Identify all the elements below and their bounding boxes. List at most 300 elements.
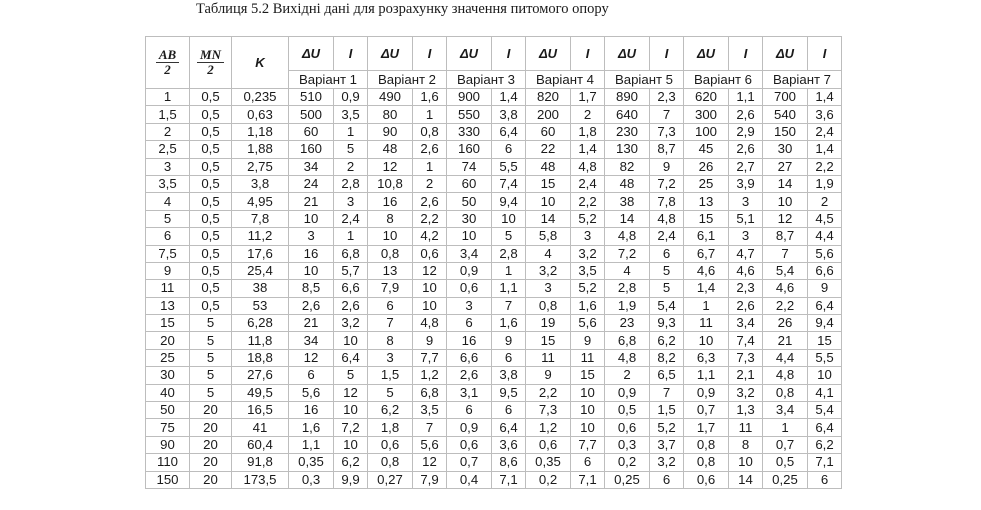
table-cell: 490 (368, 89, 413, 106)
table-cell: 48 (605, 175, 650, 192)
table-cell: 48 (368, 141, 413, 158)
table-row (146, 349, 842, 366)
table-cell: 1,7 (684, 419, 729, 436)
table-cell: 2,3 (650, 89, 684, 106)
table-cell: 49,5 (232, 384, 289, 401)
header-delta-u-variant-4: ΔU (526, 37, 571, 71)
table-cell: 0,5 (190, 280, 232, 297)
table-cell: 9,3 (650, 315, 684, 332)
table-cell: 0,7 (763, 436, 808, 453)
table-cell: 40 (146, 384, 190, 401)
table-cell: 6 (289, 367, 334, 384)
table-cell: 1,4 (684, 280, 729, 297)
table-cell: 0,6 (605, 419, 650, 436)
table-cell: 6,6 (808, 262, 842, 279)
table-cell: 9 (146, 262, 190, 279)
table-cell: 2,6 (413, 193, 447, 210)
table-cell: 7,2 (650, 175, 684, 192)
table-cell: 41 (232, 419, 289, 436)
data-table (145, 36, 842, 489)
table-cell: 1,18 (232, 123, 289, 140)
table-cell: 1,4 (808, 141, 842, 158)
table-row (146, 367, 842, 384)
table-cell: 15 (526, 332, 571, 349)
table-cell: 1,2 (526, 419, 571, 436)
table-cell: 2,8 (492, 245, 526, 262)
table-cell: 7,3 (526, 402, 571, 419)
table-cell: 6,6 (447, 349, 492, 366)
table-cell: 7 (650, 384, 684, 401)
table-cell: 6,3 (684, 349, 729, 366)
table-cell: 2,4 (808, 123, 842, 140)
table-cell: 0,25 (763, 471, 808, 488)
header-delta-u-variant-6: ΔU (684, 37, 729, 71)
header-current-variant-1: I (334, 37, 368, 71)
table-cell: 0,235 (232, 89, 289, 106)
table-cell: 2,5 (146, 141, 190, 158)
table-cell: 3,7 (650, 436, 684, 453)
table-cell: 1 (334, 228, 368, 245)
table-cell: 4,95 (232, 193, 289, 210)
table-cell: 1,8 (571, 123, 605, 140)
table-row (146, 106, 842, 123)
table-row (146, 384, 842, 401)
header-current-variant-2: I (413, 37, 447, 71)
table-cell: 0,9 (447, 262, 492, 279)
table-cell: 1,1 (729, 89, 763, 106)
table-cell: 5,5 (808, 349, 842, 366)
table-cell: 100 (684, 123, 729, 140)
table-row (146, 454, 842, 471)
table-cell: 5,6 (413, 436, 447, 453)
table-cell: 15 (808, 332, 842, 349)
table-cell: 7,8 (232, 210, 289, 227)
table-cell: 7,1 (808, 454, 842, 471)
table-cell: 3,5 (146, 175, 190, 192)
table-cell: 2,6 (447, 367, 492, 384)
table-cell: 5 (650, 280, 684, 297)
table-cell: 20 (190, 402, 232, 419)
table-cell: 3,9 (729, 175, 763, 192)
table-cell: 6,4 (334, 349, 368, 366)
table-row (146, 210, 842, 227)
table-row (146, 245, 842, 262)
header-delta-u-variant-7: ΔU (763, 37, 808, 71)
table-cell: 4,6 (729, 262, 763, 279)
table-cell: 26 (684, 158, 729, 175)
table-cell: 10,8 (368, 175, 413, 192)
table-cell: 150 (763, 123, 808, 140)
table-cell: 3 (447, 297, 492, 314)
table-cell: 9 (492, 332, 526, 349)
table-cell: 7,7 (571, 436, 605, 453)
table-cell: 3,8 (232, 175, 289, 192)
table-cell: 4,5 (808, 210, 842, 227)
table-cell: 7,8 (650, 193, 684, 210)
table-cell: 10 (368, 228, 413, 245)
table-cell: 15 (526, 175, 571, 192)
table-cell: 16 (289, 245, 334, 262)
table-cell: 25,4 (232, 262, 289, 279)
table-cell: 3,1 (447, 384, 492, 401)
table-cell: 60 (526, 123, 571, 140)
table-cell: 3,4 (447, 245, 492, 262)
table-cell: 160 (289, 141, 334, 158)
table-body (146, 89, 842, 489)
table-cell: 6,4 (492, 419, 526, 436)
table-cell: 4,8 (605, 349, 650, 366)
table-cell: 20 (190, 419, 232, 436)
table-cell: 0,3 (605, 436, 650, 453)
table-cell: 150 (146, 471, 190, 488)
table-cell: 5,6 (289, 384, 334, 401)
table-cell: 4,4 (763, 349, 808, 366)
table-cell: 10 (492, 210, 526, 227)
table-cell: 14 (729, 471, 763, 488)
table-row (146, 280, 842, 297)
table-cell: 6,1 (684, 228, 729, 245)
table-cell: 4 (605, 262, 650, 279)
table-cell: 0,5 (190, 228, 232, 245)
table-row (146, 175, 842, 192)
table-cell: 10 (808, 367, 842, 384)
table-cell: 0,63 (232, 106, 289, 123)
table-cell: 6,2 (334, 454, 368, 471)
table-cell: 5 (334, 141, 368, 158)
table-cell: 8,5 (289, 280, 334, 297)
table-cell: 1,3 (729, 402, 763, 419)
table-cell: 1,1 (289, 436, 334, 453)
table-cell: 300 (684, 106, 729, 123)
table-cell: 4,8 (650, 210, 684, 227)
table-row (146, 262, 842, 279)
table-cell: 5,6 (571, 315, 605, 332)
table-cell: 6,7 (684, 245, 729, 262)
table-cell: 6,4 (808, 297, 842, 314)
table-cell: 0,5 (190, 297, 232, 314)
table-cell: 16,5 (232, 402, 289, 419)
table-cell: 9 (650, 158, 684, 175)
header-ab-denominator: 2 (164, 62, 171, 77)
table-cell: 53 (232, 297, 289, 314)
table-cell: 640 (605, 106, 650, 123)
table-cell: 27,6 (232, 367, 289, 384)
table-cell: 0,2 (526, 471, 571, 488)
table-cell: 5 (368, 384, 413, 401)
table-cell: 7,3 (650, 123, 684, 140)
table-cell: 11,8 (232, 332, 289, 349)
table-cell: 0,5 (190, 245, 232, 262)
table-cell: 0,8 (763, 384, 808, 401)
table-cell: 5,2 (650, 419, 684, 436)
table-cell: 2 (146, 123, 190, 140)
header-variant-5: Варіант 5 (605, 71, 684, 89)
table-cell: 0,9 (605, 384, 650, 401)
table-cell: 23 (605, 315, 650, 332)
table-cell: 1,1 (492, 280, 526, 297)
table-row (146, 315, 842, 332)
table-cell: 91,8 (232, 454, 289, 471)
table-cell: 20 (190, 436, 232, 453)
table-cell: 6,4 (808, 419, 842, 436)
table-cell: 0,2 (605, 454, 650, 471)
table-cell: 25 (684, 175, 729, 192)
table-cell: 0,5 (190, 193, 232, 210)
table-cell: 2,2 (526, 384, 571, 401)
table-cell: 50 (146, 402, 190, 419)
header-mn-half (190, 37, 232, 89)
table-cell: 4 (526, 245, 571, 262)
table-cell: 13 (146, 297, 190, 314)
header-delta-u-variant-1: ΔU (289, 37, 334, 71)
table-cell: 1 (146, 89, 190, 106)
table-cell: 3 (729, 193, 763, 210)
table-cell: 27 (763, 158, 808, 175)
table-cell: 1 (492, 262, 526, 279)
table-cell: 10 (413, 280, 447, 297)
table-cell: 5,4 (763, 262, 808, 279)
table-cell: 5,5 (492, 158, 526, 175)
table-cell: 4,8 (413, 315, 447, 332)
table-row (146, 123, 842, 140)
table-cell: 6 (492, 349, 526, 366)
table-cell: 1,4 (492, 89, 526, 106)
table-cell: 3 (571, 228, 605, 245)
table-cell: 25 (146, 349, 190, 366)
table-cell: 2,2 (571, 193, 605, 210)
table-cell: 10 (729, 454, 763, 471)
table-cell: 2 (571, 106, 605, 123)
table-cell: 1,2 (413, 367, 447, 384)
header-variant-4: Варіант 4 (526, 71, 605, 89)
table-cell: 0,3 (289, 471, 334, 488)
table-cell: 30 (146, 367, 190, 384)
table-cell: 3,4 (763, 402, 808, 419)
table-cell: 15 (571, 367, 605, 384)
table-row (146, 228, 842, 245)
table-cell: 0,25 (605, 471, 650, 488)
table-cell: 2,6 (729, 106, 763, 123)
table-cell: 0,9 (684, 384, 729, 401)
table-cell: 2,6 (289, 297, 334, 314)
table-cell: 2,7 (729, 158, 763, 175)
table-cell: 7,4 (492, 175, 526, 192)
table-cell: 10 (571, 402, 605, 419)
table-cell: 7,2 (334, 419, 368, 436)
table-cell: 3,2 (334, 315, 368, 332)
table-cell: 9,4 (492, 193, 526, 210)
table-cell: 3,2 (526, 262, 571, 279)
table-cell: 0,5 (190, 175, 232, 192)
table-cell: 3 (334, 193, 368, 210)
header-variant-1: Варіант 1 (289, 71, 368, 89)
table-cell: 7,9 (413, 471, 447, 488)
table-cell: 2 (334, 158, 368, 175)
table-cell: 7 (368, 315, 413, 332)
table-cell: 2,6 (413, 141, 447, 158)
table-cell: 1,88 (232, 141, 289, 158)
table-cell: 0,5 (190, 158, 232, 175)
table-cell: 1,9 (605, 297, 650, 314)
table-cell: 60 (447, 175, 492, 192)
table-cell: 8,2 (650, 349, 684, 366)
table-row (146, 471, 842, 488)
table-cell: 4,8 (571, 158, 605, 175)
table-cell: 6 (492, 402, 526, 419)
table-cell: 1 (763, 419, 808, 436)
header-k: K (232, 37, 289, 89)
table-cell: 60 (289, 123, 334, 140)
table-cell: 2,3 (729, 280, 763, 297)
table-cell: 230 (605, 123, 650, 140)
table-cell: 5 (146, 210, 190, 227)
table-cell: 160 (447, 141, 492, 158)
header-delta-u-variant-2: ΔU (368, 37, 413, 71)
table-cell: 3,8 (492, 367, 526, 384)
table-cell: 14 (605, 210, 650, 227)
table-cell: 0,8 (413, 123, 447, 140)
table-cell: 5,2 (571, 210, 605, 227)
table-cell: 9 (808, 280, 842, 297)
table-cell: 11 (571, 349, 605, 366)
table-cell: 9 (571, 332, 605, 349)
table-cell: 13 (684, 193, 729, 210)
table-cell: 10 (413, 297, 447, 314)
table-cell: 16 (368, 193, 413, 210)
table-cell: 6 (571, 454, 605, 471)
header-delta-u-variant-3: ΔU (447, 37, 492, 71)
table-cell: 12 (763, 210, 808, 227)
table-cell: 6 (650, 471, 684, 488)
table-cell: 4,6 (763, 280, 808, 297)
header-current-variant-6: I (729, 37, 763, 71)
table-cell: 9 (413, 332, 447, 349)
table-cell: 13 (368, 262, 413, 279)
table-cell: 21 (289, 193, 334, 210)
table-cell: 6,2 (808, 436, 842, 453)
table-cell: 2,75 (232, 158, 289, 175)
table-cell: 6,8 (605, 332, 650, 349)
table-cell: 0,5 (190, 262, 232, 279)
table-cell: 6 (492, 141, 526, 158)
table-cell: 1,6 (289, 419, 334, 436)
table-cell: 6,28 (232, 315, 289, 332)
table-cell: 4,6 (684, 262, 729, 279)
table-cell: 11 (146, 280, 190, 297)
table-cell: 0,4 (447, 471, 492, 488)
table-cell: 0,7 (447, 454, 492, 471)
table-cell: 6,6 (334, 280, 368, 297)
table-cell: 1,4 (571, 141, 605, 158)
table-row (146, 436, 842, 453)
table-cell: 2,8 (334, 175, 368, 192)
table-cell: 9,4 (808, 315, 842, 332)
table-cell: 10 (571, 384, 605, 401)
table-cell: 38 (605, 193, 650, 210)
table-cell: 0,6 (447, 280, 492, 297)
table-cell: 6 (447, 315, 492, 332)
table-cell: 10 (289, 262, 334, 279)
table-cell: 6,5 (650, 367, 684, 384)
table-cell: 3,4 (729, 315, 763, 332)
table-cell: 7,1 (571, 471, 605, 488)
table-cell: 0,7 (684, 402, 729, 419)
table-cell: 24 (289, 175, 334, 192)
table-cell: 3,2 (650, 454, 684, 471)
table-cell: 0,35 (289, 454, 334, 471)
table-cell: 7 (413, 419, 447, 436)
table-cell: 6,8 (413, 384, 447, 401)
table-row (146, 141, 842, 158)
table-cell: 1,5 (368, 367, 413, 384)
header-current-variant-3: I (492, 37, 526, 71)
table-cell: 8,7 (650, 141, 684, 158)
table-cell: 17,6 (232, 245, 289, 262)
table-cell: 1,6 (413, 89, 447, 106)
table-cell: 3,8 (492, 106, 526, 123)
table-cell: 2,6 (729, 297, 763, 314)
header-mn-denominator: 2 (207, 62, 214, 77)
table-cell: 10 (334, 332, 368, 349)
table-cell: 0,8 (526, 297, 571, 314)
table-cell: 90 (146, 436, 190, 453)
table-cell: 22 (526, 141, 571, 158)
table-cell: 10 (334, 402, 368, 419)
header-current-variant-4: I (571, 37, 605, 71)
table-cell: 8 (368, 332, 413, 349)
table-row (146, 297, 842, 314)
table-cell: 8,7 (763, 228, 808, 245)
table-cell: 0,8 (684, 454, 729, 471)
table-cell: 12 (413, 262, 447, 279)
table-cell: 820 (526, 89, 571, 106)
table-cell: 4,1 (808, 384, 842, 401)
table-cell: 3,6 (808, 106, 842, 123)
table-cell: 0,6 (368, 436, 413, 453)
table-cell: 4,7 (729, 245, 763, 262)
table-caption: Таблиця 5.2 Вихідні дані для розрахунку значення питомого опору (196, 1, 609, 17)
table-cell: 21 (763, 332, 808, 349)
table-cell: 7 (763, 245, 808, 262)
table-cell: 2,4 (650, 228, 684, 245)
table-cell: 3,5 (334, 106, 368, 123)
table-cell: 2,6 (729, 141, 763, 158)
table-cell: 130 (605, 141, 650, 158)
table-cell: 11 (526, 349, 571, 366)
table-cell: 5,6 (808, 245, 842, 262)
table-cell: 21 (289, 315, 334, 332)
table-cell: 0,6 (684, 471, 729, 488)
table-cell: 173,5 (232, 471, 289, 488)
table-cell: 16 (289, 402, 334, 419)
table-cell: 20 (190, 471, 232, 488)
table-cell: 5 (190, 315, 232, 332)
table-cell: 2 (413, 175, 447, 192)
table-row (146, 332, 842, 349)
table-cell: 2,4 (571, 175, 605, 192)
table-cell: 15 (146, 315, 190, 332)
header-ab-half (146, 37, 190, 89)
table-cell: 48 (526, 158, 571, 175)
table-cell: 0,9 (334, 89, 368, 106)
table-cell: 2,2 (763, 297, 808, 314)
table-cell: 50 (447, 193, 492, 210)
header-variant-3: Варіант 3 (447, 71, 526, 89)
table-cell: 82 (605, 158, 650, 175)
table-cell: 5 (190, 349, 232, 366)
table-cell: 3 (368, 349, 413, 366)
table-cell: 10 (571, 419, 605, 436)
